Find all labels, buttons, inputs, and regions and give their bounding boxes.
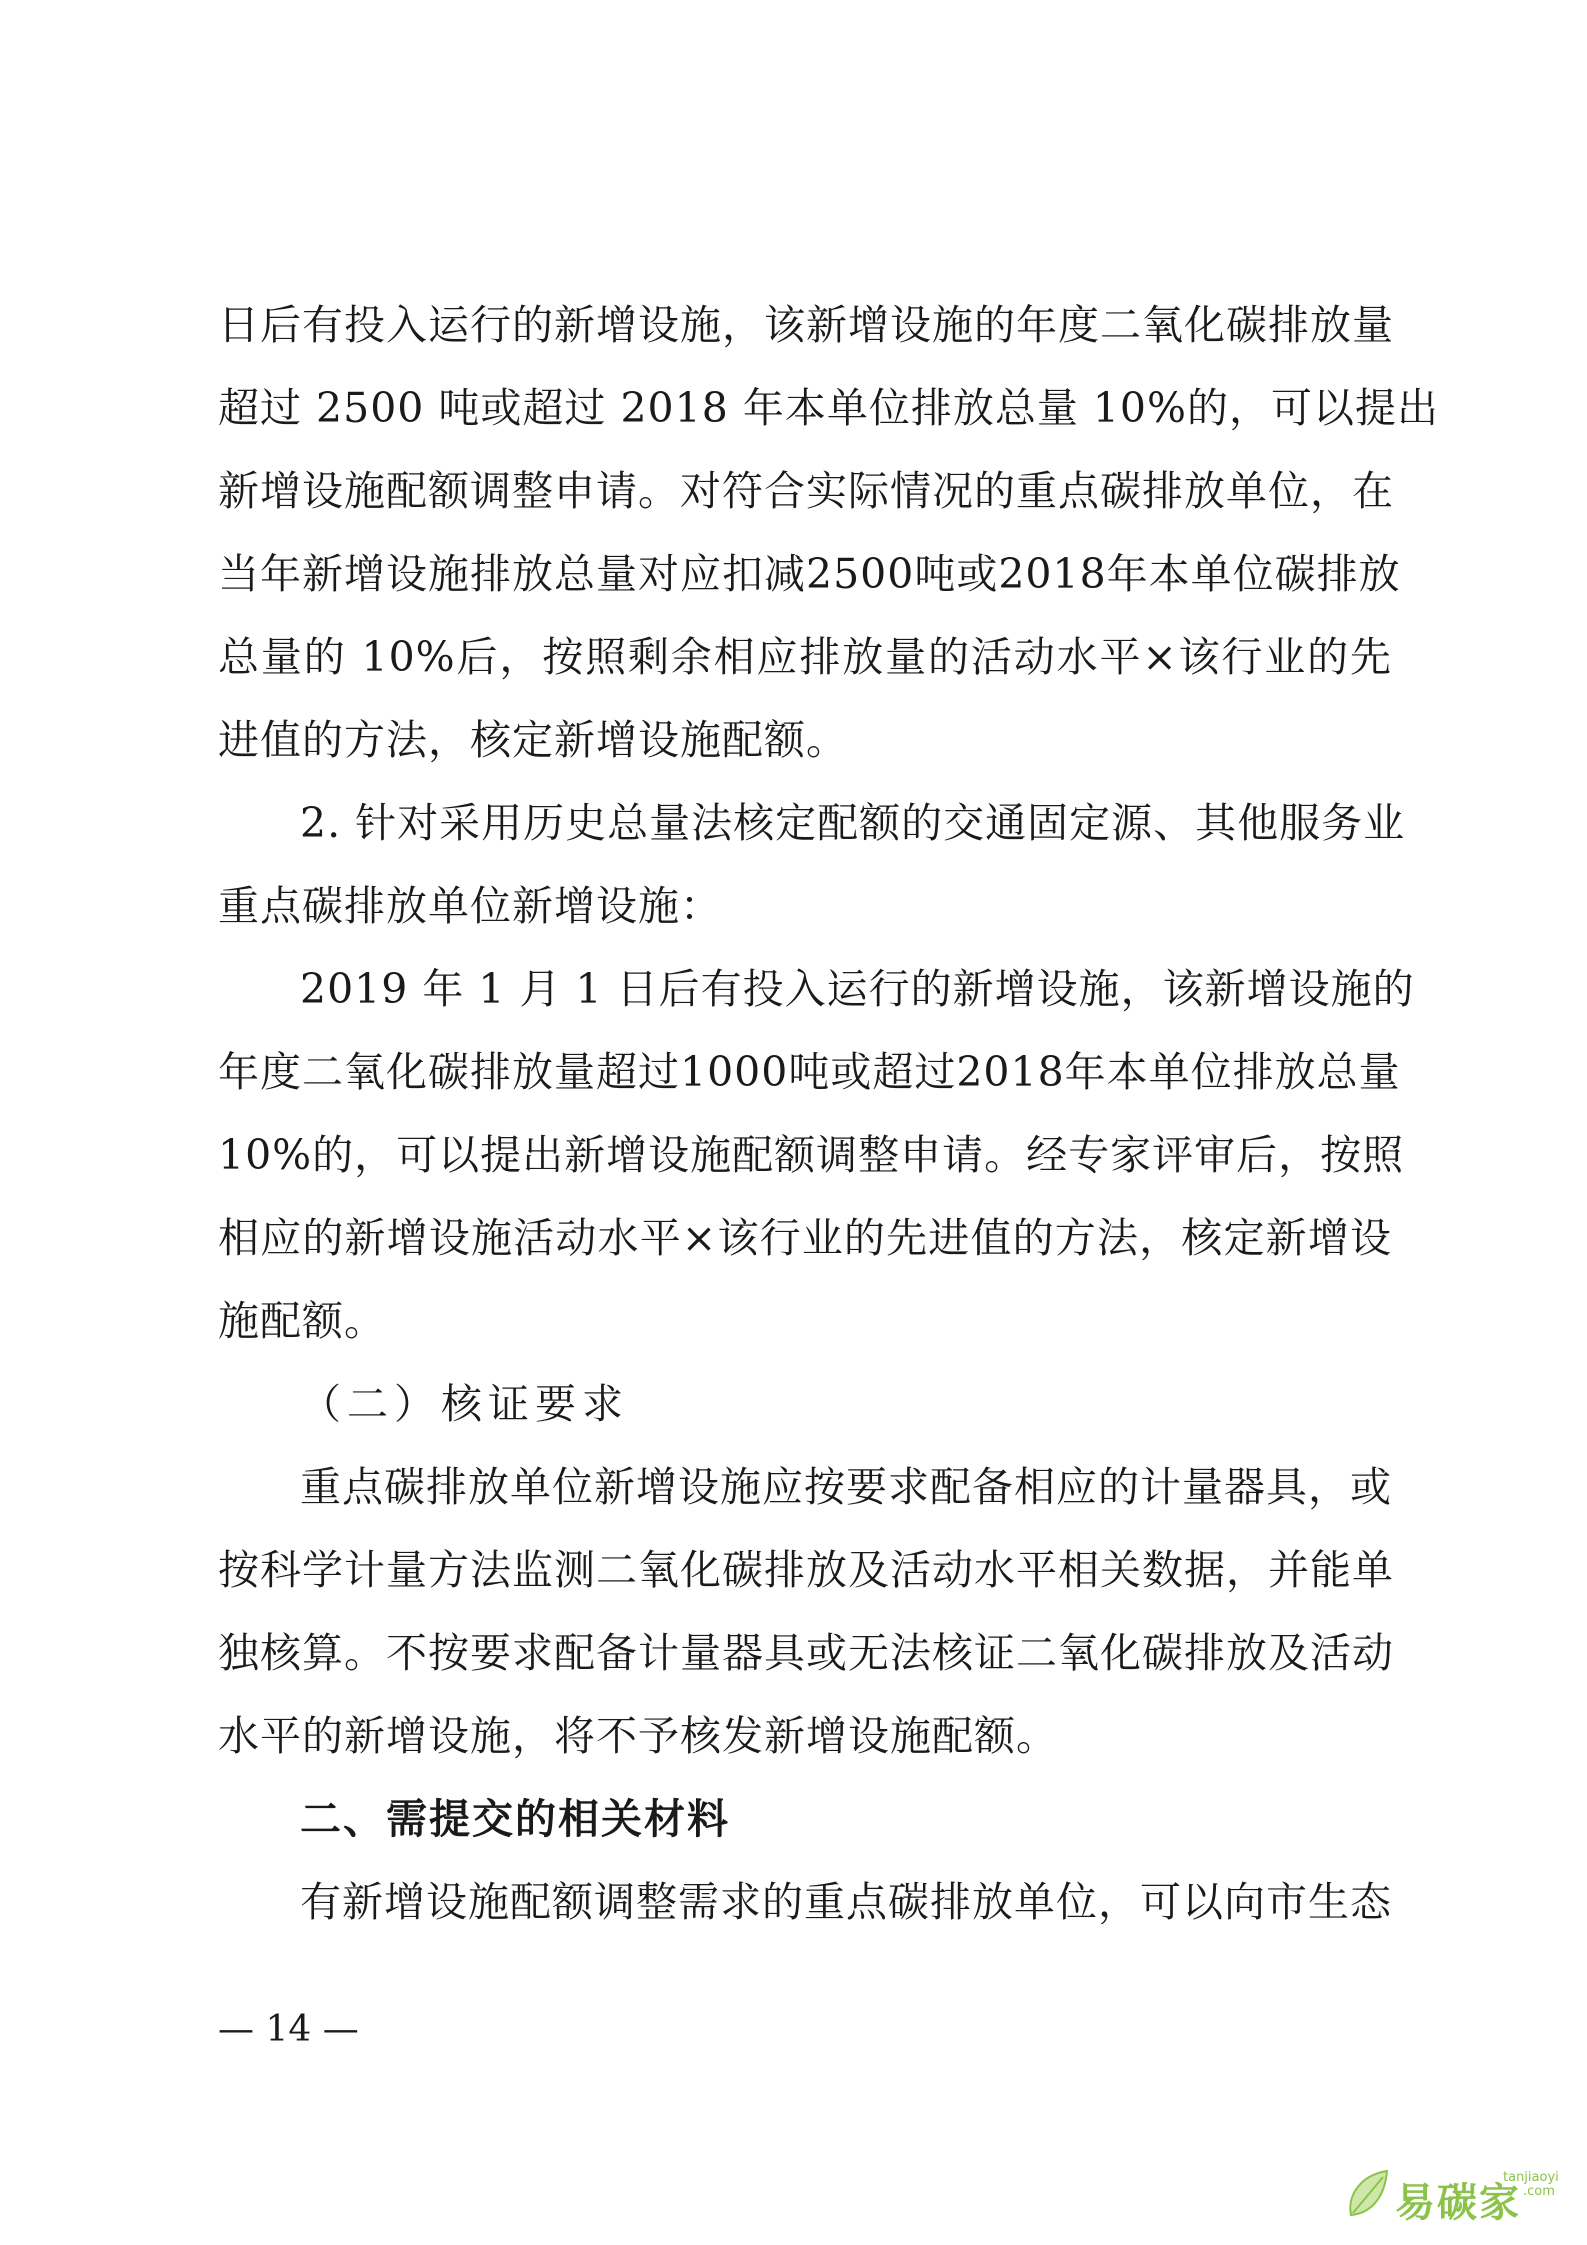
text-line: 水平的新增设施，将不予核发新增设施配额。	[218, 1712, 1058, 1760]
text-line: 按科学计量方法监测二氧化碳排放及活动水平相关数据，并能单	[218, 1546, 1394, 1594]
text-line: 日后有投入运行的新增设施，该新增设施的年度二氧化碳排放量	[218, 301, 1394, 349]
text-line: 重点碳排放单位新增设施应按要求配备相应的计量器具，或	[300, 1463, 1392, 1511]
watermark-text: 易碳家	[1395, 2180, 1521, 2226]
watermark-domain	[1503, 2171, 1559, 2199]
text-line: 当年新增设施排放总量对应扣减2500吨或2018年本单位碳排放	[218, 550, 1401, 598]
section-subheading: （二）核证要求	[300, 1380, 629, 1428]
text-line: 施配额。	[218, 1297, 386, 1345]
watermark-domain-line: tanjiaoyi	[1503, 2170, 1559, 2185]
watermark-logo	[1339, 2161, 1569, 2231]
text-line: 重点碳排放单位新增设施：	[218, 882, 722, 930]
text-line: 相应的新增设施活动水平×该行业的先进值的方法，核定新增设	[218, 1214, 1392, 1262]
text-line: 2019 年 1 月 1 日后有投入运行的新增设施，该新增设施的	[300, 965, 1415, 1013]
text-line: 超过 2500 吨或超过 2018 年本单位排放总量 10%的，可以提出	[218, 384, 1439, 432]
text-line: 年度二氧化碳排放量超过1000吨或超过2018年本单位排放总量	[218, 1048, 1401, 1096]
text-line: 新增设施配额调整申请。对符合实际情况的重点碳排放单位，在	[218, 467, 1394, 515]
text-line: 有新增设施配额调整需求的重点碳排放单位，可以向市生态	[300, 1878, 1392, 1926]
text-line: 2. 针对采用历史总量法核定配额的交通固定源、其他服务业	[300, 799, 1406, 847]
watermark-domain-line: .com	[1523, 2184, 1555, 2199]
section-heading: 二、需提交的相关材料	[300, 1795, 730, 1843]
text-line: 10%的，可以提出新增设施配额调整申请。经专家评审后，按照	[218, 1131, 1405, 1179]
text-line: 独核算。不按要求配备计量器具或无法核证二氧化碳排放及活动	[218, 1629, 1394, 1677]
text-line: 进值的方法，核定新增设施配额。	[218, 716, 848, 764]
text-line: 总量的 10%后，按照剩余相应排放量的活动水平×该行业的先	[218, 633, 1392, 681]
leaf-icon	[1343, 2165, 1395, 2225]
page-number: — 14 —	[218, 2009, 359, 2050]
